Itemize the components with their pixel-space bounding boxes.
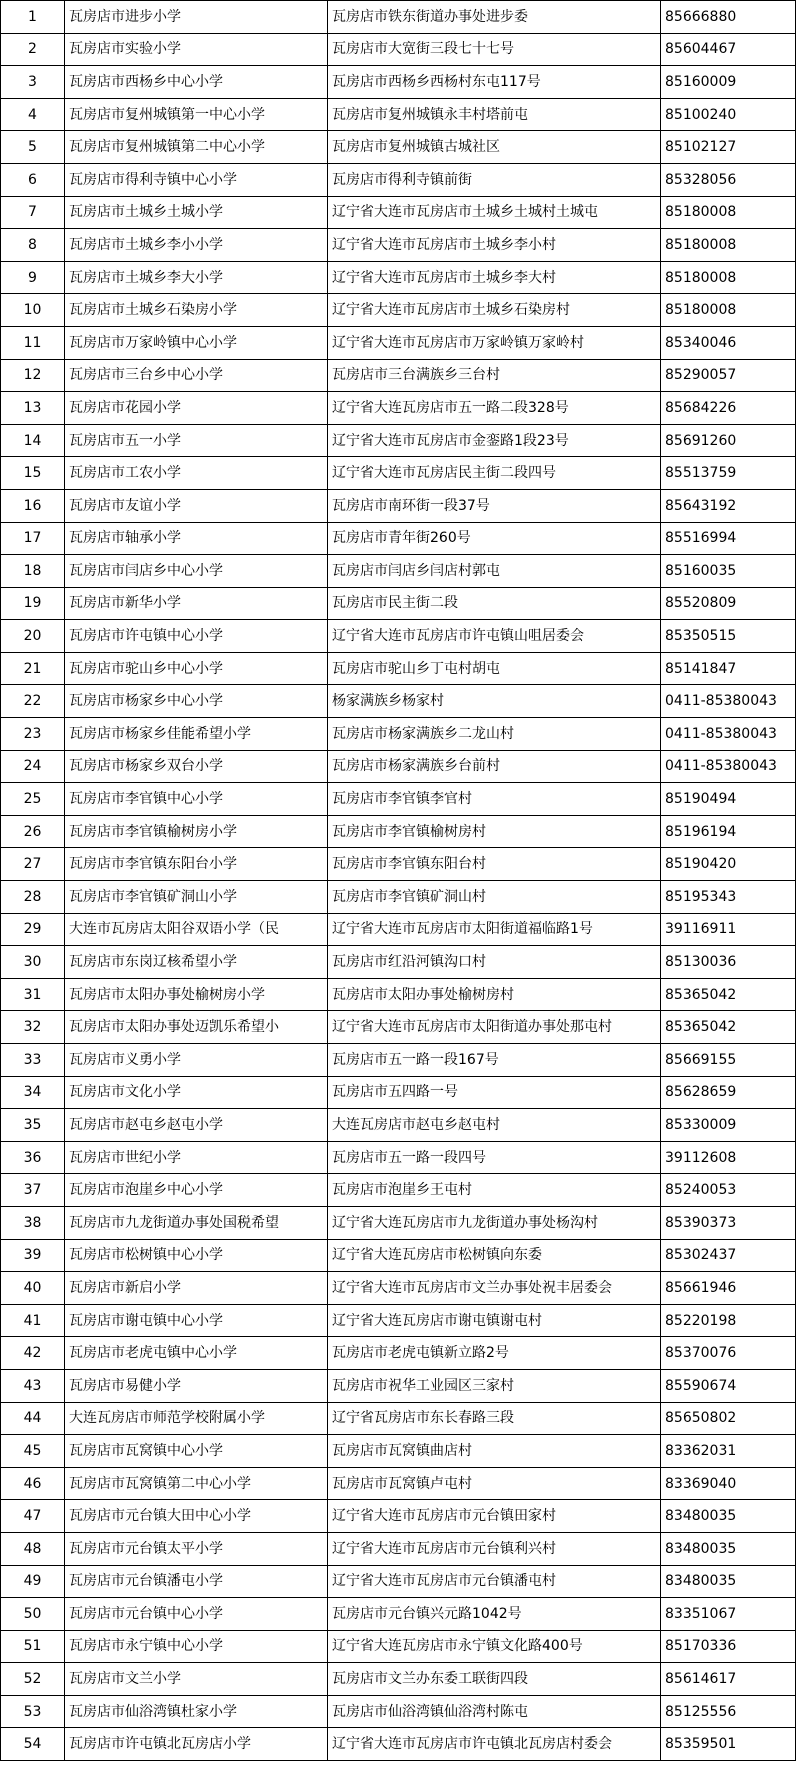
row-number-cell: 3	[1, 66, 65, 99]
phone-number-cell: 85669155	[661, 1044, 796, 1077]
row-number-cell: 29	[1, 913, 65, 946]
school-name-cell: 瓦房店市许屯镇北瓦房店小学	[65, 1728, 328, 1761]
table-row	[1, 1174, 796, 1207]
row-number-cell: 36	[1, 1141, 65, 1174]
row-number-cell: 17	[1, 522, 65, 555]
table-row	[1, 229, 796, 262]
phone-number-cell: 85604467	[661, 33, 796, 66]
table-row	[1, 1630, 796, 1663]
phone-number-cell: 85141847	[661, 652, 796, 685]
school-address-cell: 辽宁省大连市瓦房店市元台镇利兴村	[328, 1532, 661, 1565]
table-row	[1, 815, 796, 848]
phone-number-cell: 85290057	[661, 359, 796, 392]
school-name-cell: 瓦房店市谢屯镇中心小学	[65, 1304, 328, 1337]
school-name-cell: 瓦房店市杨家乡中心小学	[65, 685, 328, 718]
phone-number-cell: 85240053	[661, 1174, 796, 1207]
row-number-cell: 43	[1, 1369, 65, 1402]
school-address-cell: 辽宁省大连瓦房店市谢屯镇谢屯村	[328, 1304, 661, 1337]
table-row	[1, 620, 796, 653]
table-row	[1, 555, 796, 588]
row-number-cell: 20	[1, 620, 65, 653]
row-number-cell: 50	[1, 1598, 65, 1631]
row-number-cell: 26	[1, 815, 65, 848]
table-row	[1, 522, 796, 555]
school-name-cell: 大连市瓦房店太阳谷双语小学（民	[65, 913, 328, 946]
table-row	[1, 1728, 796, 1761]
table-row	[1, 163, 796, 196]
phone-number-cell: 85666880	[661, 1, 796, 34]
table-row	[1, 261, 796, 294]
row-number-cell: 35	[1, 1109, 65, 1142]
table-row	[1, 587, 796, 620]
row-number-cell: 44	[1, 1402, 65, 1435]
phone-number-cell: 85370076	[661, 1337, 796, 1370]
school-address-cell: 瓦房店市李官镇榆树房村	[328, 815, 661, 848]
phone-number-cell: 85190494	[661, 783, 796, 816]
row-number-cell: 5	[1, 131, 65, 164]
school-name-cell: 瓦房店市李官镇矿洞山小学	[65, 881, 328, 914]
table-row	[1, 1435, 796, 1468]
row-number-cell: 22	[1, 685, 65, 718]
school-name-cell: 瓦房店市土城乡李大小学	[65, 261, 328, 294]
school-name-cell: 瓦房店市九龙街道办事处国税希望	[65, 1206, 328, 1239]
school-name-cell: 瓦房店市轴承小学	[65, 522, 328, 555]
school-address-cell: 瓦房店市大宽街三段七十七号	[328, 33, 661, 66]
school-name-cell: 瓦房店市赵屯乡赵屯小学	[65, 1109, 328, 1142]
school-name-cell: 瓦房店市义勇小学	[65, 1044, 328, 1077]
school-address-cell: 瓦房店市驼山乡丁屯村胡屯	[328, 652, 661, 685]
row-number-cell: 40	[1, 1272, 65, 1305]
phone-number-cell: 85190420	[661, 848, 796, 881]
table-row	[1, 359, 796, 392]
school-name-cell: 瓦房店市土城乡李小小学	[65, 229, 328, 262]
school-name-cell: 瓦房店市新华小学	[65, 587, 328, 620]
school-address-cell: 瓦房店市民主街二段	[328, 587, 661, 620]
table-row	[1, 1109, 796, 1142]
school-address-cell: 辽宁省大连市瓦房店市许屯镇山咀居委会	[328, 620, 661, 653]
table-row	[1, 196, 796, 229]
school-name-cell: 瓦房店市工农小学	[65, 457, 328, 490]
table-row	[1, 1239, 796, 1272]
table-row	[1, 1500, 796, 1533]
table-row	[1, 489, 796, 522]
school-address-cell: 瓦房店市泡崖乡王屯村	[328, 1174, 661, 1207]
row-number-cell: 14	[1, 424, 65, 457]
table-row	[1, 1011, 796, 1044]
school-address-cell: 瓦房店市西杨乡西杨村东屯117号	[328, 66, 661, 99]
table-row	[1, 1337, 796, 1370]
school-address-cell: 瓦房店市李官镇东阳台村	[328, 848, 661, 881]
table-row	[1, 457, 796, 490]
row-number-cell: 49	[1, 1565, 65, 1598]
phone-number-cell: 85340046	[661, 326, 796, 359]
row-number-cell: 7	[1, 196, 65, 229]
row-number-cell: 8	[1, 229, 65, 262]
row-number-cell: 19	[1, 587, 65, 620]
school-name-cell: 瓦房店市永宁镇中心小学	[65, 1630, 328, 1663]
phone-number-cell: 85160035	[661, 555, 796, 588]
school-address-cell: 辽宁省大连市瓦房店市土城乡李小村	[328, 229, 661, 262]
table-row	[1, 1467, 796, 1500]
school-address-cell: 辽宁省大连市瓦房店市元台镇潘屯村	[328, 1565, 661, 1598]
phone-number-cell: 85102127	[661, 131, 796, 164]
phone-number-cell: 39116911	[661, 913, 796, 946]
school-address-cell: 辽宁省大连市瓦房店市许屯镇北瓦房店村委会	[328, 1728, 661, 1761]
phone-number-cell: 85359501	[661, 1728, 796, 1761]
row-number-cell: 21	[1, 652, 65, 685]
phone-number-cell: 39112608	[661, 1141, 796, 1174]
school-name-cell: 瓦房店市西杨乡中心小学	[65, 66, 328, 99]
phone-number-cell: 85130036	[661, 946, 796, 979]
row-number-cell: 12	[1, 359, 65, 392]
school-address-cell: 瓦房店市李官镇李官村	[328, 783, 661, 816]
table-row	[1, 946, 796, 979]
school-name-cell: 瓦房店市实验小学	[65, 33, 328, 66]
table-row	[1, 750, 796, 783]
table-body	[1, 1, 796, 1761]
phone-number-cell: 0411-85380043	[661, 718, 796, 751]
row-number-cell: 53	[1, 1695, 65, 1728]
row-number-cell: 33	[1, 1044, 65, 1077]
table-row	[1, 978, 796, 1011]
school-address-cell: 瓦房店市青年街260号	[328, 522, 661, 555]
row-number-cell: 30	[1, 946, 65, 979]
school-address-cell: 瓦房店市仙浴湾镇仙浴湾村陈屯	[328, 1695, 661, 1728]
school-address-cell: 瓦房店市文兰办东委工联街四段	[328, 1663, 661, 1696]
phone-number-cell: 85513759	[661, 457, 796, 490]
school-address-cell: 瓦房店市瓦窝镇卢屯村	[328, 1467, 661, 1500]
school-address-cell: 瓦房店市三台满族乡三台村	[328, 359, 661, 392]
table-row	[1, 1695, 796, 1728]
school-name-cell: 瓦房店市得利寺镇中心小学	[65, 163, 328, 196]
school-name-cell: 瓦房店市太阳办事处榆树房小学	[65, 978, 328, 1011]
phone-number-cell: 85302437	[661, 1239, 796, 1272]
school-name-cell: 瓦房店市李官镇东阳台小学	[65, 848, 328, 881]
school-address-cell: 大连瓦房店市赵屯乡赵屯村	[328, 1109, 661, 1142]
row-number-cell: 32	[1, 1011, 65, 1044]
table-row	[1, 98, 796, 131]
table-row	[1, 424, 796, 457]
school-name-cell: 瓦房店市文兰小学	[65, 1663, 328, 1696]
table-row	[1, 1369, 796, 1402]
school-name-cell: 瓦房店市文化小学	[65, 1076, 328, 1109]
row-number-cell: 42	[1, 1337, 65, 1370]
phone-number-cell: 83480035	[661, 1500, 796, 1533]
school-name-cell: 瓦房店市松树镇中心小学	[65, 1239, 328, 1272]
row-number-cell: 16	[1, 489, 65, 522]
phone-number-cell: 85661946	[661, 1272, 796, 1305]
school-name-cell: 瓦房店市友谊小学	[65, 489, 328, 522]
school-name-cell: 瓦房店市东岗辽核希望小学	[65, 946, 328, 979]
school-name-cell: 瓦房店市土城乡土城小学	[65, 196, 328, 229]
table-row	[1, 1, 796, 34]
phone-number-cell: 85180008	[661, 261, 796, 294]
school-address-cell: 辽宁省大连瓦房店市松树镇向东委	[328, 1239, 661, 1272]
row-number-cell: 4	[1, 98, 65, 131]
school-name-cell: 瓦房店市进步小学	[65, 1, 328, 34]
row-number-cell: 46	[1, 1467, 65, 1500]
phone-number-cell: 85350515	[661, 620, 796, 653]
school-name-cell: 瓦房店市瓦窝镇中心小学	[65, 1435, 328, 1468]
row-number-cell: 28	[1, 881, 65, 914]
table-row	[1, 881, 796, 914]
school-address-cell: 辽宁省大连市瓦房店市金銮路1段23号	[328, 424, 661, 457]
row-number-cell: 24	[1, 750, 65, 783]
row-number-cell: 27	[1, 848, 65, 881]
school-address-cell: 瓦房店市李官镇矿洞山村	[328, 881, 661, 914]
table-row	[1, 1272, 796, 1305]
school-address-cell: 瓦房店市五一路一段167号	[328, 1044, 661, 1077]
school-address-cell: 辽宁省大连市瓦房店市土城乡李大村	[328, 261, 661, 294]
school-address-cell: 瓦房店市南环街一段37号	[328, 489, 661, 522]
phone-number-cell: 85220198	[661, 1304, 796, 1337]
school-name-cell: 瓦房店市三台乡中心小学	[65, 359, 328, 392]
school-address-cell: 瓦房店市五四路一号	[328, 1076, 661, 1109]
table-row	[1, 1206, 796, 1239]
school-name-cell: 瓦房店市李官镇榆树房小学	[65, 815, 328, 848]
row-number-cell: 47	[1, 1500, 65, 1533]
table-row	[1, 1532, 796, 1565]
table-row	[1, 1076, 796, 1109]
school-name-cell: 瓦房店市花园小学	[65, 392, 328, 425]
phone-number-cell: 85328056	[661, 163, 796, 196]
school-name-cell: 瓦房店市元台镇潘屯小学	[65, 1565, 328, 1598]
phone-number-cell: 85590674	[661, 1369, 796, 1402]
table-row	[1, 392, 796, 425]
school-address-cell: 辽宁省大连市瓦房店市土城乡土城村土城屯	[328, 196, 661, 229]
phone-number-cell: 85516994	[661, 522, 796, 555]
school-address-cell: 辽宁省大连市瓦房店市元台镇田家村	[328, 1500, 661, 1533]
school-name-cell: 瓦房店市万家岭镇中心小学	[65, 326, 328, 359]
school-name-cell: 瓦房店市驼山乡中心小学	[65, 652, 328, 685]
phone-number-cell: 85160009	[661, 66, 796, 99]
phone-number-cell: 85100240	[661, 98, 796, 131]
row-number-cell: 45	[1, 1435, 65, 1468]
row-number-cell: 51	[1, 1630, 65, 1663]
table-row	[1, 1141, 796, 1174]
school-name-cell: 瓦房店市老虎屯镇中心小学	[65, 1337, 328, 1370]
school-name-cell: 瓦房店市许屯镇中心小学	[65, 620, 328, 653]
row-number-cell: 37	[1, 1174, 65, 1207]
row-number-cell: 23	[1, 718, 65, 751]
school-name-cell: 瓦房店市土城乡石染房小学	[65, 294, 328, 327]
school-address-cell: 辽宁省大连瓦房店市五一路二段328号	[328, 392, 661, 425]
school-name-cell: 瓦房店市易健小学	[65, 1369, 328, 1402]
row-number-cell: 31	[1, 978, 65, 1011]
row-number-cell: 13	[1, 392, 65, 425]
table-row	[1, 33, 796, 66]
school-name-cell: 瓦房店市仙浴湾镇杜家小学	[65, 1695, 328, 1728]
table-row	[1, 294, 796, 327]
phone-number-cell: 85196194	[661, 815, 796, 848]
phone-number-cell: 85170336	[661, 1630, 796, 1663]
school-address-cell: 瓦房店市杨家满族乡台前村	[328, 750, 661, 783]
table-row	[1, 326, 796, 359]
school-name-cell: 瓦房店市李官镇中心小学	[65, 783, 328, 816]
table-row	[1, 1598, 796, 1631]
phone-number-cell: 85614617	[661, 1663, 796, 1696]
school-address-cell: 瓦房店市闫店乡闫店村郭屯	[328, 555, 661, 588]
row-number-cell: 15	[1, 457, 65, 490]
table-row	[1, 1565, 796, 1598]
school-address-cell: 辽宁省瓦房店市东长春路三段	[328, 1402, 661, 1435]
row-number-cell: 54	[1, 1728, 65, 1761]
phone-number-cell: 85390373	[661, 1206, 796, 1239]
phone-number-cell: 85365042	[661, 978, 796, 1011]
phone-number-cell: 85330009	[661, 1109, 796, 1142]
table-row	[1, 913, 796, 946]
table-row	[1, 685, 796, 718]
table-row	[1, 1663, 796, 1696]
school-address-cell: 瓦房店市太阳办事处榆树房村	[328, 978, 661, 1011]
phone-number-cell: 83351067	[661, 1598, 796, 1631]
row-number-cell: 11	[1, 326, 65, 359]
school-name-cell: 瓦房店市泡崖乡中心小学	[65, 1174, 328, 1207]
school-address-cell: 辽宁省大连瓦房店市永宁镇文化路400号	[328, 1630, 661, 1663]
school-address-cell: 辽宁省大连市瓦房店市文兰办事处祝丰居委会	[328, 1272, 661, 1305]
school-name-cell: 瓦房店市新启小学	[65, 1272, 328, 1305]
table-row	[1, 1044, 796, 1077]
school-address-cell: 瓦房店市复州城镇永丰村塔前屯	[328, 98, 661, 131]
row-number-cell: 39	[1, 1239, 65, 1272]
row-number-cell: 2	[1, 33, 65, 66]
row-number-cell: 25	[1, 783, 65, 816]
school-address-cell: 辽宁省大连市瓦房店市太阳街道福临路1号	[328, 913, 661, 946]
phone-number-cell: 85180008	[661, 229, 796, 262]
school-name-cell: 瓦房店市太阳办事处迈凯乐希望小	[65, 1011, 328, 1044]
table-row	[1, 652, 796, 685]
phone-number-cell: 0411-85380043	[661, 750, 796, 783]
table-row	[1, 66, 796, 99]
school-address-cell: 瓦房店市复州城镇古城社区	[328, 131, 661, 164]
phone-number-cell: 85520809	[661, 587, 796, 620]
row-number-cell: 9	[1, 261, 65, 294]
phone-number-cell: 85691260	[661, 424, 796, 457]
school-name-cell: 瓦房店市复州城镇第二中心小学	[65, 131, 328, 164]
phone-number-cell: 83480035	[661, 1565, 796, 1598]
row-number-cell: 38	[1, 1206, 65, 1239]
school-address-cell: 瓦房店市祝华工业园区三家村	[328, 1369, 661, 1402]
table-row	[1, 848, 796, 881]
phone-number-cell: 83480035	[661, 1532, 796, 1565]
school-name-cell: 瓦房店市杨家乡佳能希望小学	[65, 718, 328, 751]
school-address-cell: 瓦房店市五一路一段四号	[328, 1141, 661, 1174]
school-address-cell: 辽宁省大连市瓦房店民主街二段四号	[328, 457, 661, 490]
phone-number-cell: 85180008	[661, 294, 796, 327]
phone-number-cell: 85628659	[661, 1076, 796, 1109]
school-name-cell: 瓦房店市世纪小学	[65, 1141, 328, 1174]
school-address-cell: 辽宁省大连市瓦房店市土城乡石染房村	[328, 294, 661, 327]
table-row	[1, 783, 796, 816]
school-name-cell: 瓦房店市元台镇大田中心小学	[65, 1500, 328, 1533]
phone-number-cell: 0411-85380043	[661, 685, 796, 718]
row-number-cell: 18	[1, 555, 65, 588]
school-name-cell: 瓦房店市杨家乡双台小学	[65, 750, 328, 783]
phone-number-cell: 83362031	[661, 1435, 796, 1468]
school-address-cell: 辽宁省大连市瓦房店市万家岭镇万家岭村	[328, 326, 661, 359]
school-address-cell: 瓦房店市铁东街道办事处进步委	[328, 1, 661, 34]
row-number-cell: 41	[1, 1304, 65, 1337]
school-address-cell: 瓦房店市老虎屯镇新立路2号	[328, 1337, 661, 1370]
phone-number-cell: 85195343	[661, 881, 796, 914]
table-row	[1, 131, 796, 164]
row-number-cell: 48	[1, 1532, 65, 1565]
phone-number-cell: 85365042	[661, 1011, 796, 1044]
school-name-cell: 瓦房店市元台镇中心小学	[65, 1598, 328, 1631]
phone-number-cell: 83369040	[661, 1467, 796, 1500]
phone-number-cell: 85643192	[661, 489, 796, 522]
row-number-cell: 52	[1, 1663, 65, 1696]
table-row	[1, 1304, 796, 1337]
school-name-cell: 瓦房店市瓦窝镇第二中心小学	[65, 1467, 328, 1500]
phone-number-cell: 85125556	[661, 1695, 796, 1728]
row-number-cell: 34	[1, 1076, 65, 1109]
school-name-cell: 瓦房店市五一小学	[65, 424, 328, 457]
row-number-cell: 10	[1, 294, 65, 327]
row-number-cell: 6	[1, 163, 65, 196]
school-address-cell: 瓦房店市红沿河镇沟口村	[328, 946, 661, 979]
phone-number-cell: 85180008	[661, 196, 796, 229]
school-name-cell: 瓦房店市复州城镇第一中心小学	[65, 98, 328, 131]
school-address-cell: 辽宁省大连瓦房店市九龙街道办事处杨沟村	[328, 1206, 661, 1239]
school-name-cell: 瓦房店市元台镇太平小学	[65, 1532, 328, 1565]
school-address-cell: 瓦房店市瓦窝镇曲店村	[328, 1435, 661, 1468]
table-row	[1, 1402, 796, 1435]
school-address-cell: 瓦房店市得利寺镇前街	[328, 163, 661, 196]
school-address-cell: 杨家满族乡杨家村	[328, 685, 661, 718]
school-name-cell: 瓦房店市闫店乡中心小学	[65, 555, 328, 588]
phone-number-cell: 85684226	[661, 392, 796, 425]
school-address-cell: 瓦房店市元台镇兴元路1042号	[328, 1598, 661, 1631]
row-number-cell: 1	[1, 1, 65, 34]
table-row	[1, 718, 796, 751]
school-address-cell: 辽宁省大连市瓦房店市太阳街道办事处那屯村	[328, 1011, 661, 1044]
school-address-cell: 瓦房店市杨家满族乡二龙山村	[328, 718, 661, 751]
phone-number-cell: 85650802	[661, 1402, 796, 1435]
school-name-cell: 大连瓦房店市师范学校附属小学	[65, 1402, 328, 1435]
